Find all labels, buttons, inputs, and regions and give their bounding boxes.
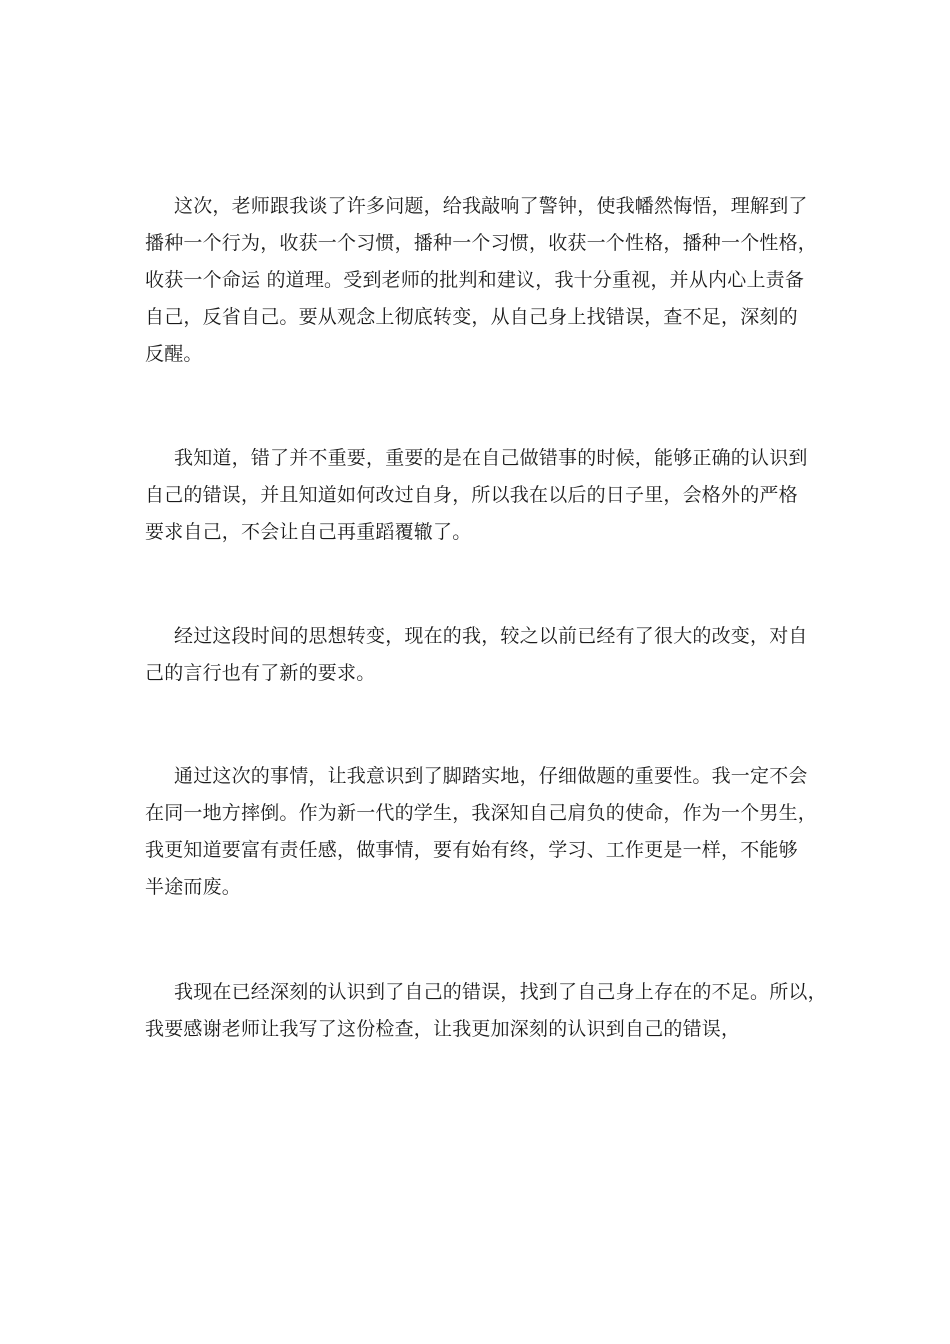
paragraph-line: 我要感谢老师让我写了这份检查，让我更加深刻的认识到自己的错误， [145,1018,741,1040]
paragraph-line: 我知道，错了并不重要，重要的是在自己做错事的时候，能够正确的认识到 [174,447,808,469]
paragraph-line: 我更知道要富有责任感，做事情，要有始有终，学习、工作更是一样，不能够 [145,839,798,861]
paragraph-line: 反醒。 [145,343,203,365]
paragraph-1 [145,188,818,373]
paragraph-line: 经过这段时间的思想转变，现在的我，较之以前已经有了很大的改变，对自 [174,625,808,647]
paragraph-line: 播种一个行为，收获一个习惯，播种一个习惯，收获一个性格，播种一个性格， [145,232,818,254]
paragraph-line: 己的言行也有了新的要求。 [145,662,376,684]
paragraph-line: 半途而废。 [145,876,242,898]
paragraph-4 [145,758,818,906]
paragraph-5 [145,974,827,1048]
paragraph-2 [145,440,810,551]
paragraph-line: 自己，反省自己。要从观念上彻底转变，从自己身上找错误，查不足，深刻的 [145,306,798,328]
paragraph-line: 收获一个命运 的道理。受到老师的批判和建议，我十分重视，并从内心上责备 [145,269,805,291]
paragraph-line: 在同一地方摔倒。作为新一代的学生，我深知自己肩负的使命，作为一个男生， [145,802,818,824]
paragraph-line: 要求自己，不会让自己再重蹈覆辙了。 [145,521,472,543]
paragraph-line: 自己的错误，并且知道如何改过自身，所以我在以后的日子里，会格外的严格 [145,484,798,506]
paragraph-3 [145,618,810,692]
paragraph-line: 我现在已经深刻的认识到了自己的错误，找到了自己身上存在的不足。所以， [174,981,827,1003]
paragraph-line: 这次，老师跟我谈了许多问题，给我敲响了警钟，使我幡然悔悟，理解到了 [174,195,808,217]
paragraph-line: 通过这次的事情，让我意识到了脚踏实地，仔细做题的重要性。我一定不会 [174,765,808,787]
